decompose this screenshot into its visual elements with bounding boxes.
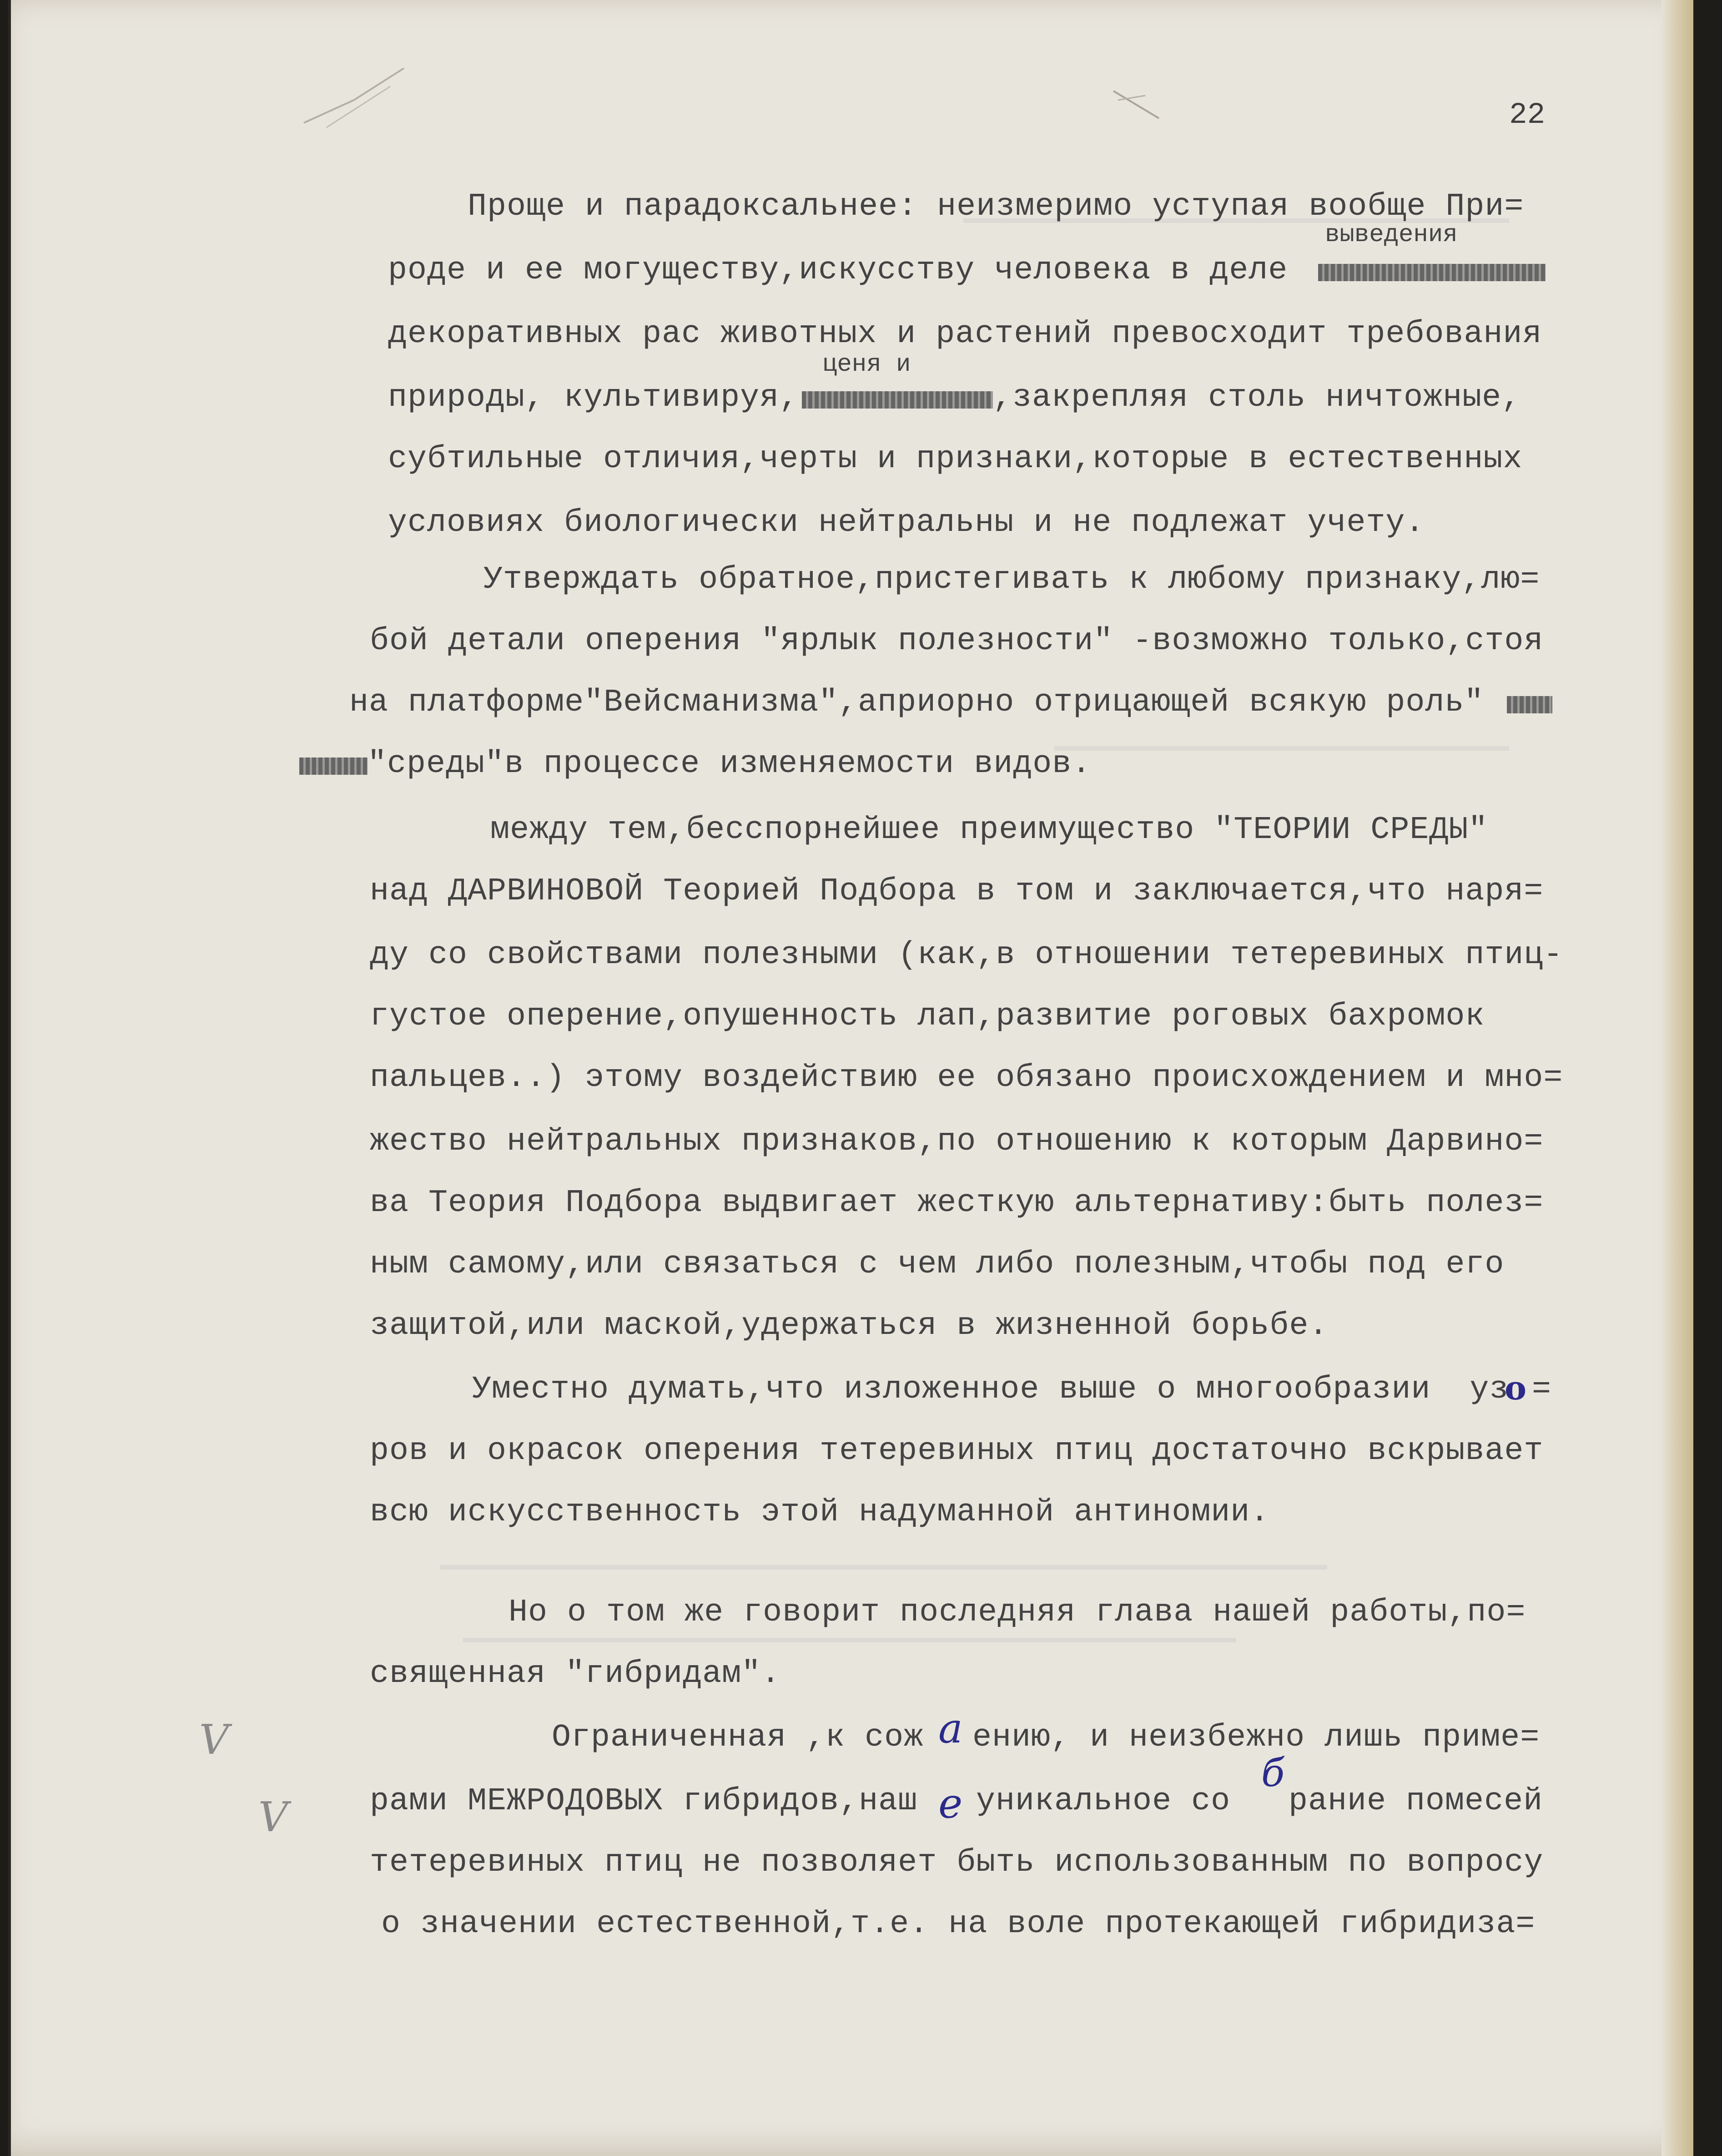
text-line: Уместно думать,что изложенное выше о многообразии уз: [472, 1372, 1509, 1408]
paper-edge-yellowed: [1662, 0, 1693, 2156]
text-line: защитой,или маской,удержаться в жизненной борьбе.: [370, 1308, 1329, 1344]
text-line: роде и ее могуществу,искусству человека в деле: [388, 252, 1288, 288]
text-line: священная "гибридам".: [370, 1656, 781, 1692]
text-line: на платформе"Вейсманизма",априорно отрицающей всякую роль": [349, 685, 1484, 721]
text-line: Утверждать обратное,пристегивать к любому признаку,лю=: [483, 562, 1540, 598]
handwritten-correction: б: [1261, 1751, 1285, 1795]
text-line: уникальное со: [957, 1783, 1231, 1819]
struck-out-word: [1507, 696, 1552, 713]
pencil-scribble: [299, 59, 408, 132]
text-line: пальцев..) этому воздействию ее обязано происхождением и мно=: [370, 1060, 1563, 1096]
text-line: Проще и парадоксальнее: неизмеримо уступая вообще При=: [468, 189, 1524, 225]
text-line: ению, и неизбежно лишь приме=: [972, 1720, 1540, 1756]
text-line: между тем,бесспорнейшее преимущество "ТЕОРИИ СРЕДЫ": [490, 812, 1488, 848]
text-line: субтильные отличия,черты и признаки,которые в естественных: [388, 441, 1523, 477]
text-line: Но о том же говорит последняя глава нашей работы,по=: [509, 1595, 1526, 1631]
show-through: [440, 1565, 1327, 1570]
struck-out-word: [802, 391, 993, 409]
struck-out-word: [1318, 264, 1546, 281]
text-line: природы, культивируя,: [388, 380, 799, 416]
text-line: ров и окрасок оперения тетеревиных птиц достаточно вскрывает: [370, 1433, 1544, 1469]
text-line: "среды"в процессе изменяемости видов.: [368, 746, 1092, 782]
page-number: 22: [1509, 98, 1546, 132]
handwritten-correction: е: [938, 1780, 963, 1828]
text-line: над ДАРВИНОВОЙ Теорией Подбора в том и заключается,что наря=: [370, 874, 1544, 909]
text-line: всю искусственность этой надуманной антиномии.: [370, 1495, 1270, 1530]
text-line: рание помесей: [1289, 1783, 1543, 1819]
handwritten-correction: а: [938, 1705, 963, 1752]
text-line: густое оперение,опушенность лап,развитие роговых бахромок: [370, 999, 1485, 1035]
text-line: бой детали оперения "ярлык полезности" -возможно только,стоя: [370, 623, 1544, 659]
show-through: [463, 1638, 1236, 1642]
text-line: Ограниченная ,к сож: [552, 1720, 924, 1756]
pencil-check-mark: V: [199, 1716, 229, 1764]
text-line: тетеревиных птиц не позволяет быть использованным по вопросу: [370, 1845, 1544, 1881]
text-line: ду со свойствами полезными (как,в отношении тетеревиных птиц-: [370, 937, 1563, 973]
paper-sheet: [8, 0, 1693, 2156]
show-through: [1054, 746, 1509, 751]
typed-insertion: выведения: [1325, 221, 1458, 249]
text-line: ным самому,или связаться с чем либо полезным,чтобы под его: [370, 1247, 1505, 1282]
pencil-check-mark: V: [258, 1793, 288, 1841]
handwritten-correction: о: [1505, 1368, 1527, 1407]
text-line: условиях биологически нейтральны и не подлежат учету.: [388, 505, 1425, 541]
text-line: ва Теория Подбора выдвигает жесткую альтернативу:быть полез=: [370, 1185, 1544, 1221]
binding-edge: [8, 0, 11, 2156]
text-line: =: [1532, 1372, 1552, 1408]
pencil-scribble: [1109, 86, 1163, 123]
text-line: жество нейтральных признаков,по отношению к которым Дарвино=: [370, 1124, 1544, 1160]
text-line: ,закрепляя столь ничтожные,: [993, 380, 1521, 416]
text-line: рами МЕЖРОДОВЫХ гибридов,наш: [370, 1783, 918, 1819]
text-line: о значении естественной,т.е. на воле протекающей гибридиза=: [381, 1906, 1536, 1942]
typed-insertion: ценя и: [822, 351, 911, 379]
struck-out-word: [299, 757, 368, 775]
text-line: декоративных рас животных и растений превосходит требования: [388, 316, 1542, 352]
